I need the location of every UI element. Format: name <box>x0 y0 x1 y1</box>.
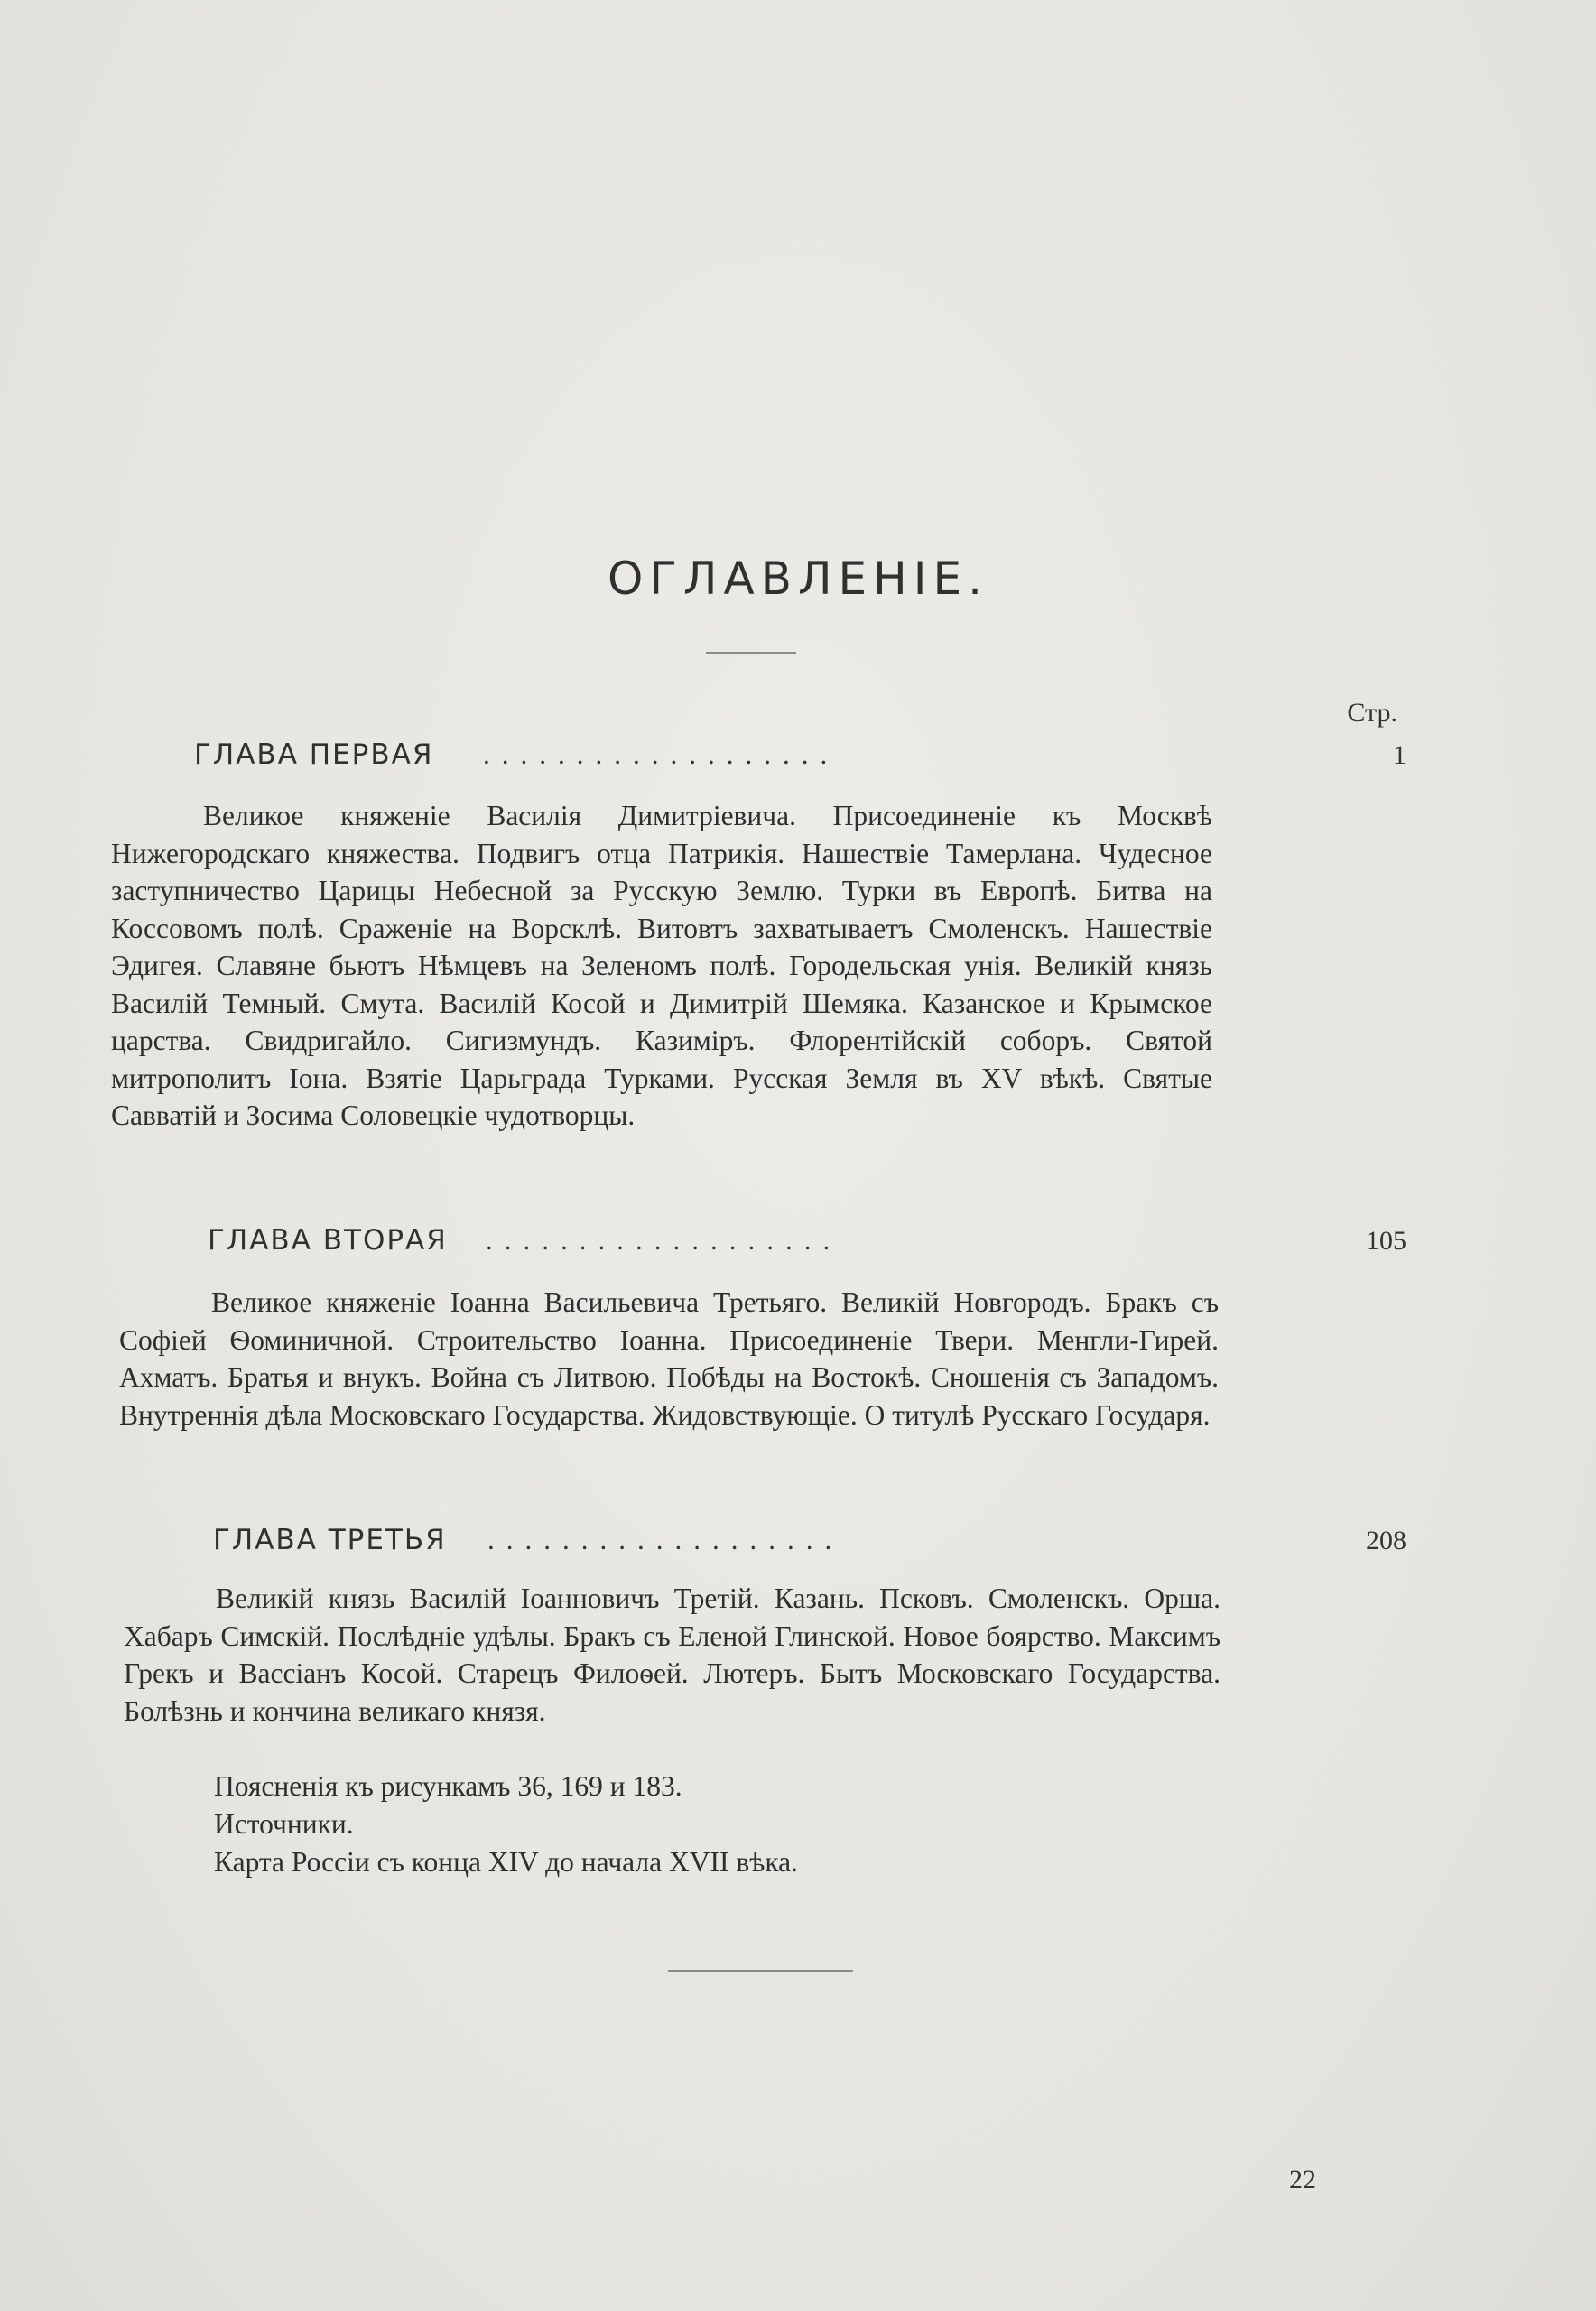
extra-entry-sources: Источники. <box>214 1808 354 1840</box>
chapter-page-number: 105 <box>1366 1226 1406 1256</box>
chapter-page-number: 1 <box>1393 740 1406 770</box>
leader-dots: ................... <box>483 738 840 770</box>
page-number: 22 <box>1289 2165 1316 2195</box>
chapter-description: Великій князь Василій Іоанновичъ Третій. Казань. Псковъ. Смоленскъ. Орша. Хабаръ Симскій. Послѣдніе удѣлы. Бракъ съ Еленой Глинской. Новое боярство. Максимъ Грекъ и Вассіанъ Косой. Старецъ Филоѳей. Лютеръ. Бытъ Московскаго Государства. Болѣзнь и кончина великаго князя. <box>124 1582 1220 1727</box>
chapter-title: ГЛАВА ТРЕТЬЯ <box>213 1524 447 1556</box>
chapter-entry-1 <box>0 738 1596 778</box>
chapter-page-number: 208 <box>1366 1526 1406 1555</box>
pages-column-header: Стр. <box>1347 698 1397 728</box>
title-divider <box>706 652 796 654</box>
bottom-divider <box>668 1970 853 1972</box>
chapter-entry-2 <box>0 1224 1596 1264</box>
chapter-title: ГЛАВА ВТОРАЯ <box>208 1224 448 1257</box>
extra-entry-illustrations: Поясненія къ рисункамъ 36, 169 и 183. <box>214 1770 682 1802</box>
chapter-title: ГЛАВА ПЕРВАЯ <box>194 738 434 771</box>
chapter-description: Великое княженіе Василія Димитріевича. Присоединеніе къ Москвѣ Нижегородскаго княжества. Подвигъ отца Патрикія. Нашествіе Тамерлана. Чудесное заступничество Царицы Небесной за Русскую Землю. Турки въ Европѣ. Битва на Коссовомъ полѣ. Сраженіе на Ворсклѣ. Витовтъ захватываетъ Смоленскъ. Нашествіе Эдигея. Славяне бьютъ Нѣмцевъ на Зеленомъ полѣ. Городельская унія. Великій князь Василій Темный. Смута. Василій Косой и Димитрій Шемяка. Казанское и Крымское царства. Свидригайло. Сигизмундъ. Казиміръ. Флорентійскій соборъ. Святой митрополитъ Іона. Взятіе Царьграда Турками. Русская Земля въ XV вѣкѣ. Святые Савватій и Зосима Соловецкіе чудотворцы. <box>111 800 1212 1131</box>
page-title: ОГЛАВЛЕНІЕ. <box>608 552 988 605</box>
leader-dots: ................... <box>486 1224 842 1256</box>
extra-entry-map: Карта Россіи съ конца XIV до начала XVII вѣка. <box>214 1846 799 1878</box>
leader-dots: ................... <box>487 1524 844 1555</box>
chapter-entry-3 <box>0 1524 1596 1564</box>
chapter-description: Великое княженіе Іоанна Васильевича Третьяго. Великій Новгородъ. Бракъ съ Софіей Ѳоминичной. Строительство Іоанна. Присоединеніе Твери. Менгли-Гирей. Ахматъ. Братья и внукъ. Война съ Литвою. Побѣды на Востокѣ. Сношенія съ Западомъ. Внутреннія дѣла Московскаго Государства. Жидовствующіе. О титулѣ Русскаго Государя. <box>119 1286 1219 1431</box>
